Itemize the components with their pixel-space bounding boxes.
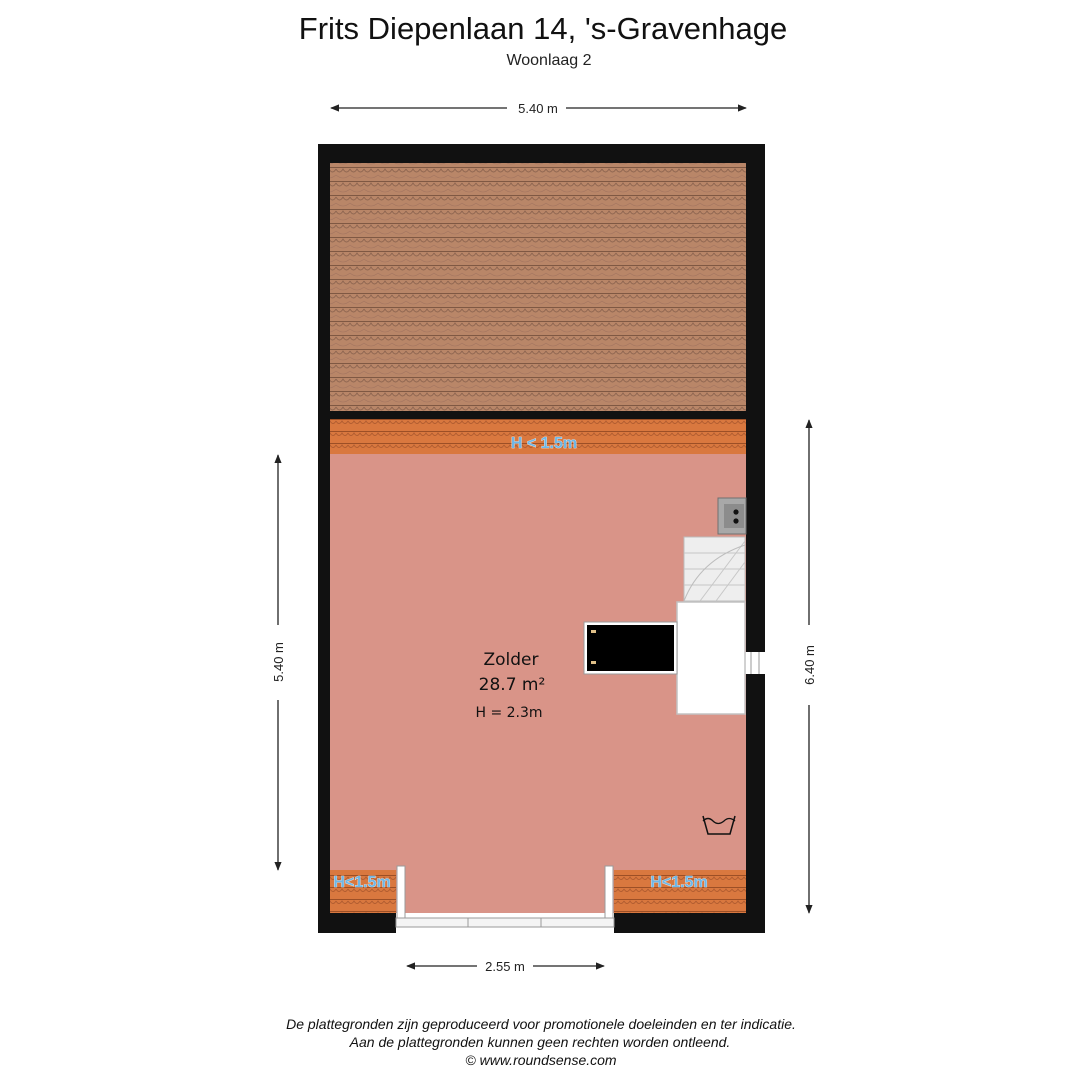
dimension-left <box>271 455 286 870</box>
room-name: Zolder <box>483 650 539 670</box>
dimension-top-label: 5.40 m <box>518 101 558 116</box>
boiler-icon <box>718 498 746 534</box>
footer-disclaimer-1: De plattegronden zijn geproduceerd voor promotionele doeleinden en ter indicatie. <box>286 1016 796 1032</box>
low-zone-top-label: H < 1.5m <box>510 435 578 452</box>
footer-copyright: © www.roundsense.com <box>465 1052 617 1068</box>
dimension-right <box>802 420 817 913</box>
footer-disclaimer-2: Aan de plattegronden kunnen geen rechten worden ontleend. <box>349 1034 731 1050</box>
stair-landing <box>677 602 745 714</box>
low-zone-bottom-right-label: H<1.5m <box>650 874 708 891</box>
dimension-left-label: 5.40 m <box>271 642 286 682</box>
dimension-right-label: 6.40 m <box>802 645 817 685</box>
skylight-window <box>584 622 677 674</box>
low-zone-bottom-left-label: H<1.5m <box>333 874 391 891</box>
staircase <box>684 537 745 601</box>
floor-subtitle: Woonlaag 2 <box>506 52 592 69</box>
room-height: H = 2.3m <box>475 705 543 721</box>
right-wall-opening <box>745 652 766 674</box>
page-title: Frits Diepenlaan 14, 's-Gravenhage <box>298 11 788 46</box>
dimension-top <box>331 101 746 116</box>
roof-area <box>330 163 746 411</box>
dimension-bottom <box>407 959 604 974</box>
dimension-bottom-label: 2.55 m <box>485 959 525 974</box>
room-area: 28.7 m² <box>478 675 546 695</box>
